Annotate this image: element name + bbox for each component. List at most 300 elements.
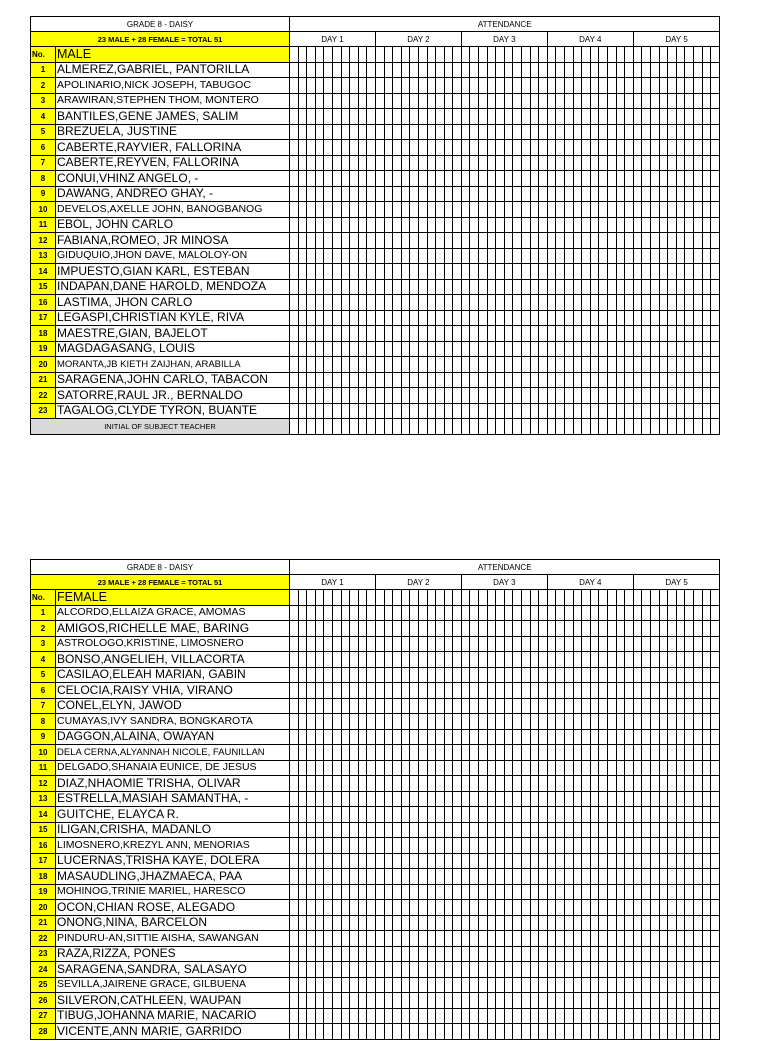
attendance-cell[interactable] (513, 372, 522, 388)
attendance-cell[interactable] (565, 946, 574, 962)
attendance-cell[interactable] (504, 993, 513, 1009)
attendance-cell[interactable] (582, 946, 591, 962)
attendance-cell[interactable] (427, 140, 436, 156)
attendance-cell[interactable] (539, 621, 548, 637)
attendance-cell[interactable] (693, 776, 702, 792)
attendance-cell[interactable] (393, 977, 402, 993)
attendance-cell[interactable] (676, 124, 685, 140)
attendance-cell[interactable] (702, 1024, 711, 1040)
attendance-cell[interactable] (453, 109, 462, 125)
attendance-cell[interactable] (547, 372, 556, 388)
attendance-cell[interactable] (470, 1024, 479, 1040)
attendance-cell[interactable] (358, 248, 367, 264)
attendance-cell[interactable] (298, 62, 307, 78)
attendance-cell[interactable] (487, 78, 496, 94)
attendance-cell[interactable] (341, 155, 350, 171)
attendance-cell[interactable] (702, 279, 711, 295)
attendance-cell[interactable] (401, 667, 410, 683)
initial-cell[interactable] (504, 419, 513, 435)
attendance-cell[interactable] (461, 729, 470, 745)
attendance-cell[interactable] (350, 155, 359, 171)
attendance-cell[interactable] (504, 900, 513, 916)
attendance-cell[interactable] (590, 884, 599, 900)
attendance-cell[interactable] (633, 621, 642, 637)
attendance-cell[interactable] (599, 171, 608, 187)
attendance-cell[interactable] (341, 822, 350, 838)
attendance-cell[interactable] (444, 605, 453, 621)
attendance-cell[interactable] (590, 357, 599, 373)
attendance-cell[interactable] (436, 78, 445, 94)
attendance-cell[interactable] (650, 915, 659, 931)
attendance-cell[interactable] (633, 931, 642, 947)
attendance-cell[interactable] (513, 946, 522, 962)
attendance-cell[interactable] (685, 946, 694, 962)
attendance-cell[interactable] (401, 931, 410, 947)
attendance-cell[interactable] (573, 993, 582, 1009)
attendance-cell[interactable] (324, 667, 333, 683)
attendance-cell[interactable] (290, 853, 299, 869)
attendance-cell[interactable] (470, 264, 479, 280)
attendance-cell[interactable] (479, 109, 488, 125)
attendance-cell[interactable] (290, 1008, 299, 1024)
attendance-cell[interactable] (461, 155, 470, 171)
attendance-cell[interactable] (565, 140, 574, 156)
attendance-cell[interactable] (565, 838, 574, 854)
attendance-cell[interactable] (676, 217, 685, 233)
attendance-cell[interactable] (547, 729, 556, 745)
attendance-cell[interactable] (290, 590, 299, 606)
attendance-cell[interactable] (668, 683, 677, 699)
attendance-cell[interactable] (444, 109, 453, 125)
attendance-cell[interactable] (513, 853, 522, 869)
attendance-cell[interactable] (547, 822, 556, 838)
attendance-cell[interactable] (582, 683, 591, 699)
attendance-cell[interactable] (676, 776, 685, 792)
attendance-cell[interactable] (685, 698, 694, 714)
attendance-cell[interactable] (307, 605, 316, 621)
attendance-cell[interactable] (444, 341, 453, 357)
attendance-cell[interactable] (332, 683, 341, 699)
attendance-cell[interactable] (496, 388, 505, 404)
attendance-cell[interactable] (616, 807, 625, 823)
attendance-cell[interactable] (401, 838, 410, 854)
attendance-cell[interactable] (599, 683, 608, 699)
attendance-cell[interactable] (298, 186, 307, 202)
attendance-cell[interactable] (565, 62, 574, 78)
attendance-cell[interactable] (659, 1008, 668, 1024)
attendance-cell[interactable] (530, 636, 539, 652)
attendance-cell[interactable] (547, 993, 556, 1009)
attendance-cell[interactable] (556, 357, 565, 373)
attendance-cell[interactable] (522, 248, 531, 264)
attendance-cell[interactable] (479, 590, 488, 606)
attendance-cell[interactable] (659, 140, 668, 156)
attendance-cell[interactable] (625, 714, 634, 730)
attendance-cell[interactable] (324, 698, 333, 714)
attendance-cell[interactable] (375, 341, 384, 357)
attendance-cell[interactable] (590, 993, 599, 1009)
attendance-cell[interactable] (650, 326, 659, 342)
attendance-cell[interactable] (315, 838, 324, 854)
attendance-cell[interactable] (453, 853, 462, 869)
attendance-cell[interactable] (607, 946, 616, 962)
attendance-cell[interactable] (633, 745, 642, 761)
attendance-cell[interactable] (341, 264, 350, 280)
attendance-cell[interactable] (530, 310, 539, 326)
attendance-cell[interactable] (599, 853, 608, 869)
attendance-cell[interactable] (410, 822, 419, 838)
attendance-cell[interactable] (590, 652, 599, 668)
attendance-cell[interactable] (315, 78, 324, 94)
attendance-cell[interactable] (685, 636, 694, 652)
attendance-cell[interactable] (565, 776, 574, 792)
attendance-cell[interactable] (582, 140, 591, 156)
attendance-cell[interactable] (290, 884, 299, 900)
attendance-cell[interactable] (290, 977, 299, 993)
attendance-cell[interactable] (384, 807, 393, 823)
attendance-cell[interactable] (582, 621, 591, 637)
attendance-cell[interactable] (599, 202, 608, 218)
attendance-cell[interactable] (573, 869, 582, 885)
attendance-cell[interactable] (324, 853, 333, 869)
attendance-cell[interactable] (556, 776, 565, 792)
attendance-cell[interactable] (539, 946, 548, 962)
attendance-cell[interactable] (590, 807, 599, 823)
attendance-cell[interactable] (487, 683, 496, 699)
attendance-cell[interactable] (332, 652, 341, 668)
attendance-cell[interactable] (565, 884, 574, 900)
attendance-cell[interactable] (693, 652, 702, 668)
attendance-cell[interactable] (479, 264, 488, 280)
attendance-cell[interactable] (298, 652, 307, 668)
attendance-cell[interactable] (487, 217, 496, 233)
attendance-cell[interactable] (573, 140, 582, 156)
attendance-cell[interactable] (479, 78, 488, 94)
attendance-cell[interactable] (539, 109, 548, 125)
attendance-cell[interactable] (479, 636, 488, 652)
attendance-cell[interactable] (427, 683, 436, 699)
attendance-cell[interactable] (547, 776, 556, 792)
attendance-cell[interactable] (702, 264, 711, 280)
attendance-cell[interactable] (401, 47, 410, 63)
attendance-cell[interactable] (547, 248, 556, 264)
attendance-cell[interactable] (539, 853, 548, 869)
attendance-cell[interactable] (307, 388, 316, 404)
attendance-cell[interactable] (384, 652, 393, 668)
attendance-cell[interactable] (315, 791, 324, 807)
attendance-cell[interactable] (650, 341, 659, 357)
attendance-cell[interactable] (633, 264, 642, 280)
attendance-cell[interactable] (375, 248, 384, 264)
attendance-cell[interactable] (633, 884, 642, 900)
attendance-cell[interactable] (401, 124, 410, 140)
attendance-cell[interactable] (650, 217, 659, 233)
attendance-cell[interactable] (479, 869, 488, 885)
attendance-cell[interactable] (539, 93, 548, 109)
attendance-cell[interactable] (427, 341, 436, 357)
attendance-cell[interactable] (702, 202, 711, 218)
attendance-cell[interactable] (659, 667, 668, 683)
attendance-cell[interactable] (436, 109, 445, 125)
attendance-cell[interactable] (315, 776, 324, 792)
attendance-cell[interactable] (307, 590, 316, 606)
attendance-cell[interactable] (350, 605, 359, 621)
attendance-cell[interactable] (341, 698, 350, 714)
attendance-cell[interactable] (582, 217, 591, 233)
attendance-cell[interactable] (479, 124, 488, 140)
attendance-cell[interactable] (530, 621, 539, 637)
attendance-cell[interactable] (633, 946, 642, 962)
attendance-cell[interactable] (616, 62, 625, 78)
attendance-cell[interactable] (461, 295, 470, 311)
attendance-cell[interactable] (547, 931, 556, 947)
attendance-cell[interactable] (504, 124, 513, 140)
attendance-cell[interactable] (668, 698, 677, 714)
attendance-cell[interactable] (307, 636, 316, 652)
attendance-cell[interactable] (496, 714, 505, 730)
attendance-cell[interactable] (410, 186, 419, 202)
attendance-cell[interactable] (487, 853, 496, 869)
attendance-cell[interactable] (375, 326, 384, 342)
attendance-cell[interactable] (711, 791, 720, 807)
attendance-cell[interactable] (642, 202, 651, 218)
attendance-cell[interactable] (393, 915, 402, 931)
attendance-cell[interactable] (676, 683, 685, 699)
attendance-cell[interactable] (633, 636, 642, 652)
attendance-cell[interactable] (565, 326, 574, 342)
attendance-cell[interactable] (367, 78, 376, 94)
attendance-cell[interactable] (556, 590, 565, 606)
attendance-cell[interactable] (522, 217, 531, 233)
attendance-cell[interactable] (444, 171, 453, 187)
attendance-cell[interactable] (616, 47, 625, 63)
attendance-cell[interactable] (650, 264, 659, 280)
attendance-cell[interactable] (461, 140, 470, 156)
attendance-cell[interactable] (642, 388, 651, 404)
attendance-cell[interactable] (401, 248, 410, 264)
attendance-cell[interactable] (676, 714, 685, 730)
attendance-cell[interactable] (539, 372, 548, 388)
attendance-cell[interactable] (375, 729, 384, 745)
attendance-cell[interactable] (307, 714, 316, 730)
attendance-cell[interactable] (522, 791, 531, 807)
attendance-cell[interactable] (307, 217, 316, 233)
attendance-cell[interactable] (547, 652, 556, 668)
attendance-cell[interactable] (504, 326, 513, 342)
attendance-cell[interactable] (298, 47, 307, 63)
attendance-cell[interactable] (358, 776, 367, 792)
attendance-cell[interactable] (350, 372, 359, 388)
attendance-cell[interactable] (375, 946, 384, 962)
attendance-cell[interactable] (676, 900, 685, 916)
attendance-cell[interactable] (470, 884, 479, 900)
initial-cell[interactable] (590, 419, 599, 435)
attendance-cell[interactable] (504, 140, 513, 156)
attendance-cell[interactable] (393, 962, 402, 978)
attendance-cell[interactable] (341, 295, 350, 311)
attendance-cell[interactable] (685, 807, 694, 823)
attendance-cell[interactable] (384, 853, 393, 869)
attendance-cell[interactable] (625, 791, 634, 807)
attendance-cell[interactable] (573, 155, 582, 171)
attendance-cell[interactable] (676, 310, 685, 326)
attendance-cell[interactable] (599, 729, 608, 745)
attendance-cell[interactable] (298, 248, 307, 264)
attendance-cell[interactable] (401, 807, 410, 823)
attendance-cell[interactable] (573, 683, 582, 699)
attendance-cell[interactable] (607, 993, 616, 1009)
attendance-cell[interactable] (324, 295, 333, 311)
attendance-cell[interactable] (625, 186, 634, 202)
attendance-cell[interactable] (341, 341, 350, 357)
attendance-cell[interactable] (332, 869, 341, 885)
attendance-cell[interactable] (590, 915, 599, 931)
attendance-cell[interactable] (324, 977, 333, 993)
attendance-cell[interactable] (410, 341, 419, 357)
attendance-cell[interactable] (539, 217, 548, 233)
initial-cell[interactable] (530, 419, 539, 435)
attendance-cell[interactable] (410, 62, 419, 78)
attendance-cell[interactable] (607, 776, 616, 792)
attendance-cell[interactable] (607, 202, 616, 218)
attendance-cell[interactable] (453, 140, 462, 156)
attendance-cell[interactable] (582, 807, 591, 823)
attendance-cell[interactable] (427, 295, 436, 311)
attendance-cell[interactable] (332, 636, 341, 652)
attendance-cell[interactable] (616, 714, 625, 730)
attendance-cell[interactable] (298, 915, 307, 931)
attendance-cell[interactable] (418, 590, 427, 606)
attendance-cell[interactable] (522, 822, 531, 838)
initial-cell[interactable] (582, 419, 591, 435)
attendance-cell[interactable] (676, 403, 685, 419)
attendance-cell[interactable] (573, 248, 582, 264)
attendance-cell[interactable] (418, 109, 427, 125)
attendance-cell[interactable] (324, 1024, 333, 1040)
attendance-cell[interactable] (668, 605, 677, 621)
attendance-cell[interactable] (582, 853, 591, 869)
attendance-cell[interactable] (470, 698, 479, 714)
attendance-cell[interactable] (565, 931, 574, 947)
attendance-cell[interactable] (668, 78, 677, 94)
attendance-cell[interactable] (590, 1024, 599, 1040)
attendance-cell[interactable] (573, 745, 582, 761)
attendance-cell[interactable] (470, 667, 479, 683)
attendance-cell[interactable] (367, 186, 376, 202)
attendance-cell[interactable] (461, 621, 470, 637)
attendance-cell[interactable] (659, 357, 668, 373)
attendance-cell[interactable] (401, 946, 410, 962)
attendance-cell[interactable] (668, 714, 677, 730)
attendance-cell[interactable] (711, 248, 720, 264)
attendance-cell[interactable] (453, 931, 462, 947)
attendance-cell[interactable] (375, 698, 384, 714)
attendance-cell[interactable] (453, 388, 462, 404)
attendance-cell[interactable] (668, 822, 677, 838)
attendance-cell[interactable] (453, 217, 462, 233)
attendance-cell[interactable] (582, 233, 591, 249)
attendance-cell[interactable] (496, 977, 505, 993)
attendance-cell[interactable] (530, 233, 539, 249)
attendance-cell[interactable] (496, 140, 505, 156)
attendance-cell[interactable] (470, 652, 479, 668)
attendance-cell[interactable] (650, 745, 659, 761)
attendance-cell[interactable] (625, 47, 634, 63)
attendance-cell[interactable] (633, 667, 642, 683)
attendance-cell[interactable] (659, 776, 668, 792)
attendance-cell[interactable] (539, 295, 548, 311)
attendance-cell[interactable] (358, 884, 367, 900)
attendance-cell[interactable] (642, 264, 651, 280)
attendance-cell[interactable] (573, 388, 582, 404)
attendance-cell[interactable] (418, 977, 427, 993)
attendance-cell[interactable] (711, 993, 720, 1009)
attendance-cell[interactable] (565, 372, 574, 388)
attendance-cell[interactable] (530, 745, 539, 761)
attendance-cell[interactable] (547, 341, 556, 357)
attendance-cell[interactable] (556, 745, 565, 761)
attendance-cell[interactable] (556, 295, 565, 311)
attendance-cell[interactable] (711, 171, 720, 187)
attendance-cell[interactable] (693, 745, 702, 761)
attendance-cell[interactable] (332, 667, 341, 683)
attendance-cell[interactable] (384, 264, 393, 280)
attendance-cell[interactable] (315, 171, 324, 187)
attendance-cell[interactable] (504, 869, 513, 885)
attendance-cell[interactable] (590, 822, 599, 838)
attendance-cell[interactable] (522, 869, 531, 885)
attendance-cell[interactable] (693, 124, 702, 140)
attendance-cell[interactable] (367, 47, 376, 63)
attendance-cell[interactable] (410, 93, 419, 109)
attendance-cell[interactable] (410, 171, 419, 187)
attendance-cell[interactable] (702, 729, 711, 745)
attendance-cell[interactable] (436, 931, 445, 947)
attendance-cell[interactable] (607, 714, 616, 730)
attendance-cell[interactable] (324, 838, 333, 854)
attendance-cell[interactable] (487, 202, 496, 218)
attendance-cell[interactable] (711, 698, 720, 714)
attendance-cell[interactable] (685, 357, 694, 373)
attendance-cell[interactable] (539, 652, 548, 668)
attendance-cell[interactable] (358, 714, 367, 730)
attendance-cell[interactable] (307, 729, 316, 745)
initial-cell[interactable] (496, 419, 505, 435)
attendance-cell[interactable] (358, 946, 367, 962)
attendance-cell[interactable] (444, 745, 453, 761)
attendance-cell[interactable] (470, 636, 479, 652)
attendance-cell[interactable] (324, 822, 333, 838)
attendance-cell[interactable] (547, 78, 556, 94)
attendance-cell[interactable] (711, 714, 720, 730)
attendance-cell[interactable] (487, 326, 496, 342)
attendance-cell[interactable] (539, 729, 548, 745)
attendance-cell[interactable] (530, 155, 539, 171)
attendance-cell[interactable] (496, 171, 505, 187)
attendance-cell[interactable] (530, 78, 539, 94)
attendance-cell[interactable] (341, 729, 350, 745)
attendance-cell[interactable] (453, 652, 462, 668)
attendance-cell[interactable] (547, 884, 556, 900)
attendance-cell[interactable] (315, 900, 324, 916)
attendance-cell[interactable] (401, 93, 410, 109)
attendance-cell[interactable] (547, 698, 556, 714)
attendance-cell[interactable] (668, 931, 677, 947)
attendance-cell[interactable] (711, 946, 720, 962)
attendance-cell[interactable] (290, 279, 299, 295)
attendance-cell[interactable] (547, 745, 556, 761)
attendance-cell[interactable] (693, 993, 702, 1009)
